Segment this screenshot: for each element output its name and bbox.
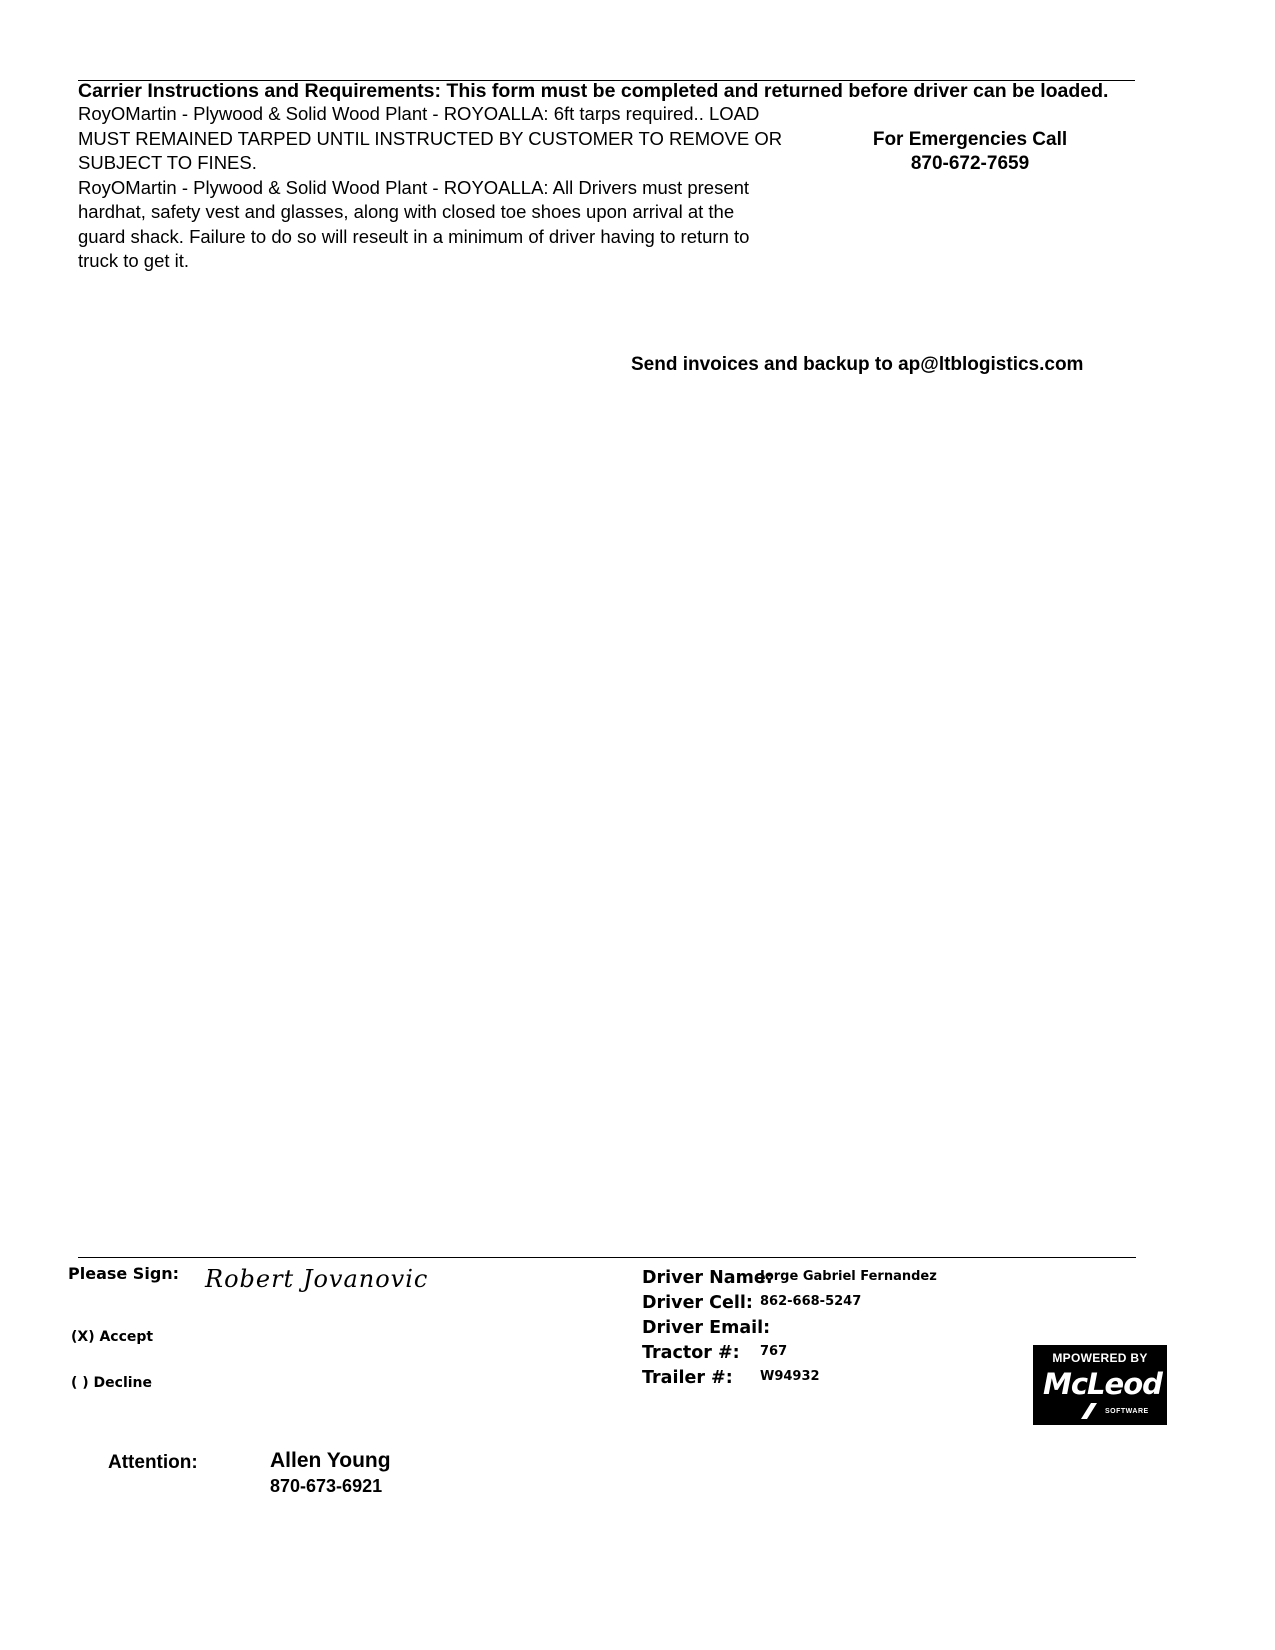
driver-cell-label: Driver Cell: — [642, 1293, 753, 1313]
instructions-heading: Carrier Instructions and Requirements: This form must be completed and returned before driver can be loaded. — [78, 80, 1109, 102]
logo-top-text: MPOWERED BY — [1052, 1351, 1148, 1365]
instruction-line: MUST REMAINED TARPED UNTIL INSTRUCTED BY CUSTOMER TO REMOVE OR — [78, 127, 783, 149]
mcleod-logo — [1033, 1345, 1167, 1425]
accept-option[interactable]: (X) Accept — [71, 1329, 154, 1345]
attention-name: Allen Young — [270, 1449, 391, 1472]
driver-name-value[interactable]: Jorge Gabriel Fernandez — [760, 1269, 937, 1284]
bottom-divider — [78, 1257, 1136, 1258]
driver-cell-value[interactable]: 862-668-5247 — [760, 1294, 862, 1309]
driver-name-label: Driver Name: — [642, 1268, 773, 1288]
instruction-line: guard shack. Failure to do so will reseult in a minimum of driver having to return to — [78, 225, 750, 247]
instructions-body — [78, 102, 838, 274]
instruction-line: truck to get it. — [78, 250, 190, 271]
attention-label: Attention: — [108, 1452, 198, 1473]
decline-option[interactable]: ( ) Decline — [71, 1375, 153, 1391]
please-sign-label: Please Sign: — [68, 1264, 180, 1283]
instruction-line: hardhat, safety vest and glasses, along with closed toe shoes upon arrival at the — [78, 201, 735, 222]
tractor-value[interactable]: 767 — [760, 1344, 788, 1359]
driver-email-label: Driver Email: — [642, 1318, 771, 1338]
emergency-label: For Emergencies Call — [872, 129, 1068, 150]
logo-brand: McLeod — [1043, 1367, 1162, 1401]
signature-field[interactable]: Robert Jovanovic — [205, 1265, 429, 1293]
tractor-label: Tractor #: — [642, 1343, 740, 1363]
logo-slash-icon — [1081, 1403, 1101, 1419]
emergency-contact — [855, 128, 1085, 176]
trailer-label: Trailer #: — [642, 1368, 733, 1388]
trailer-value[interactable]: W94932 — [760, 1369, 820, 1384]
attention-phone: 870-673-6921 — [270, 1476, 383, 1496]
invoice-note: Send invoices and backup to ap@ltblogistics.com — [631, 354, 1084, 375]
instruction-line: RoyOMartin - Plywood & Solid Wood Plant - ROYOALLA: 6ft tarps required.. LOAD — [78, 103, 760, 124]
logo-sub: SOFTWARE — [1105, 1408, 1149, 1415]
emergency-phone: 870-672-7659 — [910, 153, 1030, 174]
instruction-line: SUBJECT TO FINES. — [78, 152, 257, 173]
instruction-line: RoyOMartin - Plywood & Solid Wood Plant - ROYOALLA: All Drivers must present — [78, 176, 750, 198]
